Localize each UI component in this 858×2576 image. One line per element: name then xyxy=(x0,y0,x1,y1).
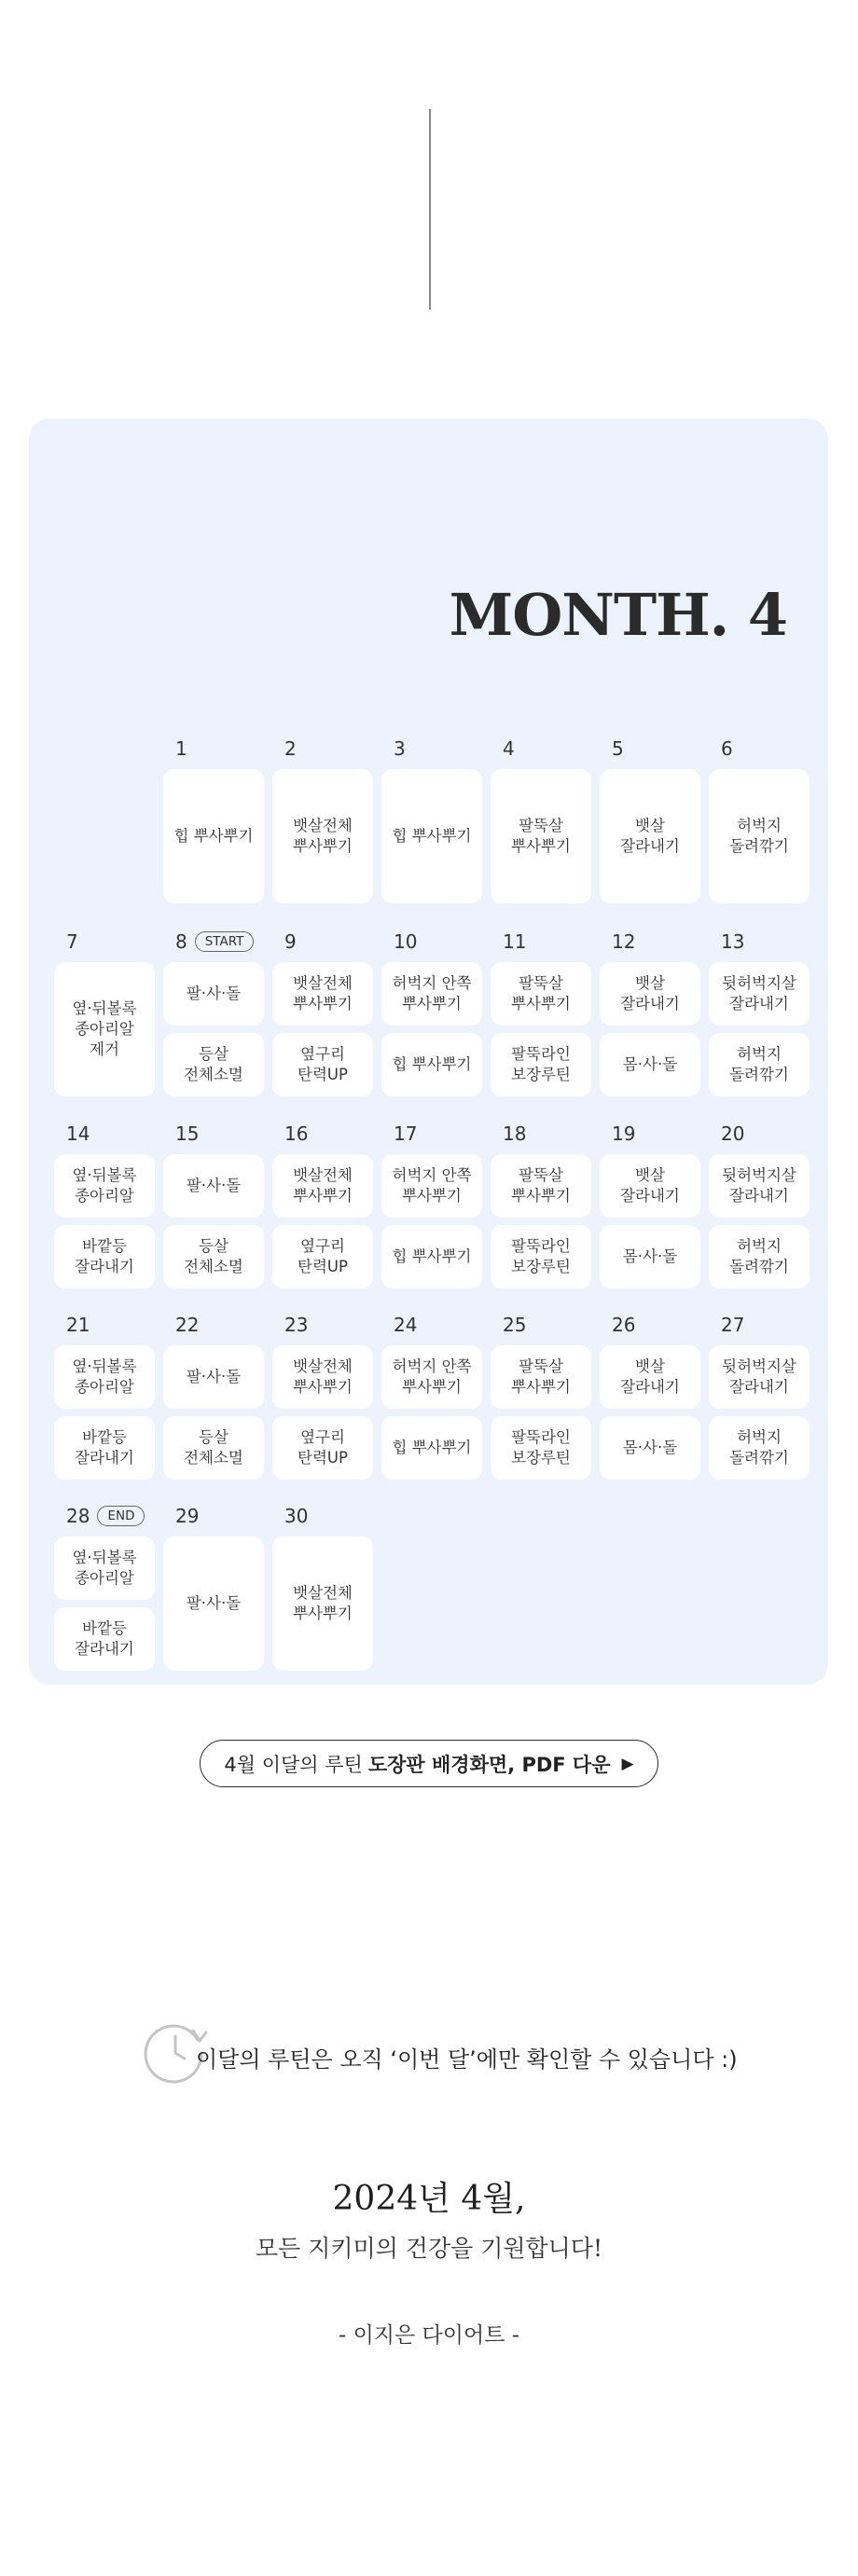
footer-message: 모든 지키미의 건강을 기원합니다! xyxy=(256,2235,602,2262)
day-number xyxy=(721,930,744,953)
routine-card: 팔·사·돌 xyxy=(163,1154,264,1218)
day-number-text: 7 xyxy=(66,930,78,953)
divider-line xyxy=(429,109,431,310)
routine-card: 옆구리 탄력UP xyxy=(272,1033,373,1096)
day-number xyxy=(721,1314,744,1336)
routine-card: 옆·뒤볼록 종아리알 제거 xyxy=(54,962,155,1096)
day-cell-22 xyxy=(163,1314,264,1491)
routine-card: 옆·뒤볼록 종아리알 xyxy=(54,1345,155,1409)
day-number-text: 12 xyxy=(612,930,636,953)
routine-card: 뒷허벅지살 잘라내기 xyxy=(709,1154,810,1218)
routine-card: 몸·사·돌 xyxy=(600,1033,700,1096)
day-cell-19 xyxy=(600,1123,700,1300)
day-number-text: 30 xyxy=(284,1505,309,1527)
routine-card: 몸·사·돌 xyxy=(600,1416,700,1480)
day-number xyxy=(394,930,417,953)
day-number xyxy=(175,1505,199,1527)
day-number xyxy=(612,737,624,760)
routine-card: 허벅지 안쪽 뿌사뿌기 xyxy=(381,962,482,1026)
calendar-panel xyxy=(29,419,828,1685)
routine-card: 팔뚝라인 보장루틴 xyxy=(491,1033,591,1096)
pdf-download-button[interactable] xyxy=(200,1740,658,1787)
routine-card: 허벅지 돌려깎기 xyxy=(709,1033,810,1096)
routine-card: 뱃살 잘라내기 xyxy=(600,962,700,1026)
day-cell-1 xyxy=(163,737,264,915)
day-cell-30 xyxy=(272,1505,373,1682)
routine-card: 바깥등 잘라내기 xyxy=(54,1607,155,1671)
day-cell-15 xyxy=(163,1123,264,1300)
routine-card: 힙 뿌사뿌기 xyxy=(381,769,482,903)
day-cell-23 xyxy=(272,1314,373,1491)
day-cell-28 xyxy=(54,1505,155,1682)
day-number-text: 16 xyxy=(284,1123,309,1145)
day-cell-14 xyxy=(54,1123,155,1300)
day-number xyxy=(612,1314,635,1336)
day-number xyxy=(284,1505,308,1527)
day-number-text: 8 xyxy=(175,930,187,953)
day-number xyxy=(284,737,297,760)
day-number-text: 15 xyxy=(175,1123,200,1145)
day-number xyxy=(175,1123,199,1145)
day-cell-13 xyxy=(709,930,810,1108)
routine-card: 팔뚝살 뿌사뿌기 xyxy=(491,1154,591,1218)
download-label-prefix: 4월 이달의 루틴 xyxy=(224,1753,363,1776)
routine-card: 팔뚝라인 보장루틴 xyxy=(491,1225,591,1288)
footer-signature: - 이지은 다이어트 - xyxy=(338,2323,520,2348)
day-number xyxy=(503,737,515,760)
routine-card: 허벅지 돌려깎기 xyxy=(709,1416,810,1480)
day-cell-27 xyxy=(709,1314,810,1491)
routine-card: 허벅지 돌려깎기 xyxy=(709,1225,810,1288)
routine-card: 힙 뿌사뿌기 xyxy=(163,769,264,903)
day-number-text: 24 xyxy=(394,1314,418,1336)
routine-card: 팔뚝살 뿌사뿌기 xyxy=(491,962,591,1026)
routine-card: 팔뚝라인 보장루틴 xyxy=(491,1416,591,1480)
day-number-text: 29 xyxy=(175,1505,200,1527)
day-number-text: 5 xyxy=(612,737,624,760)
day-cell-21 xyxy=(54,1314,155,1491)
day-number-text: 1 xyxy=(175,737,187,760)
day-cell-24 xyxy=(381,1314,482,1491)
day-number-text: 22 xyxy=(175,1314,200,1336)
day-number-text: 25 xyxy=(503,1314,527,1336)
day-number-text: 19 xyxy=(612,1123,636,1145)
day-number xyxy=(175,737,187,760)
day-cell-4 xyxy=(491,737,591,915)
routine-card: 등살 전체소멸 xyxy=(163,1416,264,1480)
routine-card: 옆구리 탄력UP xyxy=(272,1416,373,1480)
day-number-text: 2 xyxy=(284,737,297,760)
routine-card: 바깥등 잘라내기 xyxy=(54,1225,155,1288)
day-number xyxy=(394,1123,417,1145)
day-cell-9 xyxy=(272,930,373,1108)
routine-card: 바깥등 잘라내기 xyxy=(54,1416,155,1480)
routine-card: 힙 뿌사뿌기 xyxy=(381,1033,482,1096)
day-badge-end: END xyxy=(97,1506,145,1526)
day-number-text: 13 xyxy=(721,930,745,953)
footer-date: 2024년 4월, xyxy=(332,2180,526,2218)
day-number xyxy=(284,930,297,953)
day-number-text: 6 xyxy=(721,737,733,760)
day-number-text: 3 xyxy=(394,737,406,760)
day-number-text: 14 xyxy=(66,1123,90,1145)
day-number xyxy=(503,930,526,953)
routine-card: 팔·사·돌 xyxy=(163,962,264,1026)
download-label-bold: 도장판 배경화면, PDF 다운 xyxy=(367,1753,611,1776)
day-cell-16 xyxy=(272,1123,373,1300)
day-number-text: 9 xyxy=(284,930,297,953)
day-number-text: 26 xyxy=(612,1314,636,1336)
day-cell-3 xyxy=(381,737,482,915)
day-number-text: 21 xyxy=(66,1314,90,1336)
routine-card: 옆·뒤볼록 종아리알 xyxy=(54,1536,155,1600)
day-number-text: 23 xyxy=(284,1314,309,1336)
day-cell-5 xyxy=(600,737,700,915)
routine-card: 허벅지 돌려깎기 xyxy=(709,769,810,903)
routine-card: 뱃살전체 뿌사뿌기 xyxy=(272,769,373,903)
routine-card: 옆·뒤볼록 종아리알 xyxy=(54,1154,155,1218)
day-number-text: 27 xyxy=(721,1314,745,1336)
routine-card: 뱃살 잘라내기 xyxy=(600,769,700,903)
day-number xyxy=(284,1314,308,1336)
day-number xyxy=(612,930,635,953)
routine-card: 뱃살전체 뿌사뿌기 xyxy=(272,1536,373,1671)
day-cell-12 xyxy=(600,930,700,1108)
routine-card: 팔·사·돌 xyxy=(163,1536,264,1671)
day-number-text: 28 xyxy=(66,1505,90,1527)
day-number xyxy=(394,1314,417,1336)
day-number xyxy=(284,1123,308,1145)
notice-text: 이달의 루틴은 오직 ‘이번 달’에만 확인할 수 있습니다 :) xyxy=(196,2046,738,2073)
day-number-text: 4 xyxy=(503,737,515,760)
day-number xyxy=(66,1123,90,1145)
routine-card: 허벅지 안쪽 뿌사뿌기 xyxy=(381,1154,482,1218)
day-cell-11 xyxy=(491,930,591,1108)
day-cell-6 xyxy=(709,737,810,915)
month-title: MONTH. 4 xyxy=(449,581,787,649)
routine-card: 힙 뿌사뿌기 xyxy=(381,1416,482,1480)
day-number xyxy=(503,1314,526,1336)
day-number-text: 20 xyxy=(721,1123,745,1145)
routine-card: 허벅지 안쪽 뿌사뿌기 xyxy=(381,1345,482,1409)
routine-card: 팔뚝살 뿌사뿌기 xyxy=(491,1345,591,1409)
day-number-text: 11 xyxy=(503,930,527,953)
routine-card: 뱃살전체 뿌사뿌기 xyxy=(272,1154,373,1218)
day-cell-29 xyxy=(163,1505,264,1682)
day-number xyxy=(612,1123,635,1145)
routine-card: 뱃살 잘라내기 xyxy=(600,1154,700,1218)
day-cell-2 xyxy=(272,737,373,915)
day-number xyxy=(503,1123,526,1145)
day-number xyxy=(66,1505,145,1527)
routine-card: 옆구리 탄력UP xyxy=(272,1225,373,1288)
day-cell-8 xyxy=(163,930,264,1108)
day-cell-26 xyxy=(600,1314,700,1491)
day-number xyxy=(721,737,733,760)
day-number xyxy=(394,737,406,760)
day-cell-25 xyxy=(491,1314,591,1491)
day-cell-7 xyxy=(54,930,155,1108)
routine-card: 뒷허벅지살 잘라내기 xyxy=(709,962,810,1026)
routine-card: 팔·사·돌 xyxy=(163,1345,264,1409)
day-cell-18 xyxy=(491,1123,591,1300)
routine-card: 힙 뿌사뿌기 xyxy=(381,1225,482,1288)
day-cell-20 xyxy=(709,1123,810,1300)
day-cell-10 xyxy=(381,930,482,1108)
play-arrow-icon: ▶ xyxy=(621,1754,634,1773)
routine-card: 뱃살전체 뿌사뿌기 xyxy=(272,1345,373,1409)
day-number-text: 17 xyxy=(394,1123,418,1145)
routine-card: 뒷허벅지살 잘라내기 xyxy=(709,1345,810,1409)
routine-card: 뱃살전체 뿌사뿌기 xyxy=(272,962,373,1026)
day-number-text: 10 xyxy=(394,930,418,953)
day-number xyxy=(66,930,78,953)
day-cell-17 xyxy=(381,1123,482,1300)
routine-card: 뱃살 잘라내기 xyxy=(600,1345,700,1409)
routine-card: 등살 전체소멸 xyxy=(163,1225,264,1288)
routine-card: 몸·사·돌 xyxy=(600,1225,700,1288)
day-badge-start: START xyxy=(195,931,255,952)
day-number-text: 18 xyxy=(503,1123,527,1145)
routine-card: 등살 전체소멸 xyxy=(163,1033,264,1096)
day-number xyxy=(66,1314,90,1336)
routine-card: 팔뚝살 뿌사뿌기 xyxy=(491,769,591,903)
day-number xyxy=(175,930,254,953)
notice xyxy=(140,2016,737,2090)
day-number xyxy=(175,1314,199,1336)
day-number xyxy=(721,1123,744,1145)
